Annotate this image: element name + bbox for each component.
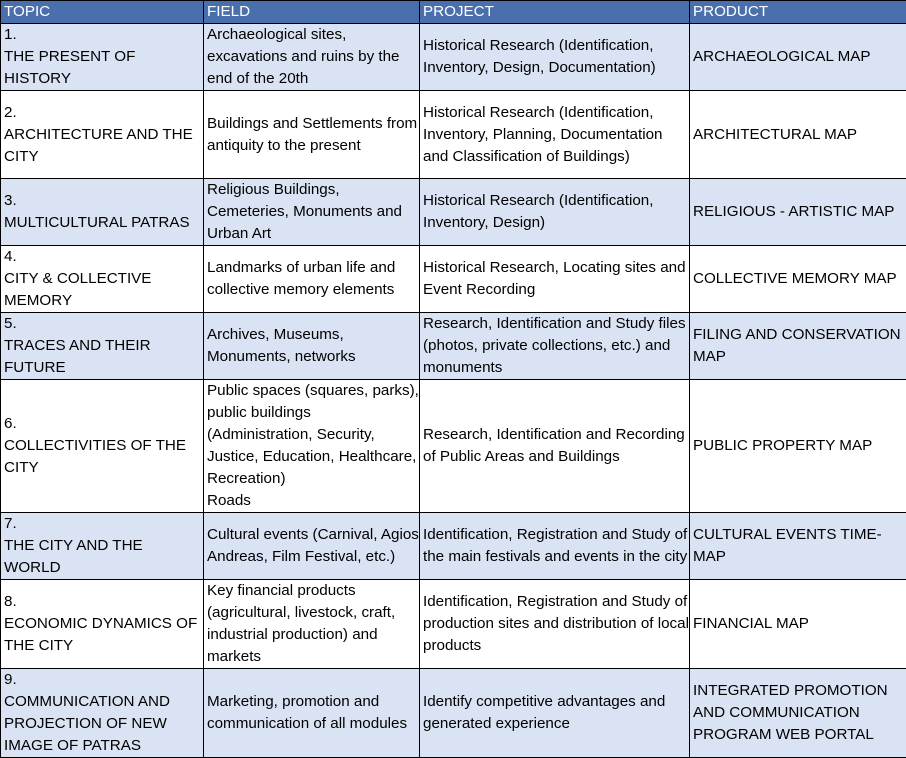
table-row	[1, 513, 906, 580]
product-cell: CULTURAL EVENTS TIME-MAP	[690, 513, 906, 580]
field-cell: Cultural events (Carnival, Agios Andreas, Film Festival, etc.)	[204, 513, 420, 580]
field-cell: Archaeological sites, excavations and ruins by the end of the 20th	[204, 24, 420, 91]
product-cell: COLLECTIVE MEMORY MAP	[690, 246, 906, 313]
project-cell: Research, Identification and Study files (photos, private collections, etc.) and monuments	[420, 313, 690, 380]
project-cell: Historical Research, Locating sites and Event Recording	[420, 246, 690, 313]
field-cell: Marketing, promotion and communication of all modules	[204, 669, 420, 758]
product-cell: PUBLIC PROPERTY MAP	[690, 380, 906, 513]
table-row	[1, 24, 906, 91]
topic-cell: 8. ECONOMIC DYNAMICS OF THE CITY	[1, 580, 204, 669]
project-cell: Identify competitive advantages and generated experience	[420, 669, 690, 758]
topic-cell: 6. COLLECTIVITIES OF THE CITY	[1, 380, 204, 513]
field-cell: Key financial products (agricultural, livestock, craft, industrial production) and markets	[204, 580, 420, 669]
topic-cell: 9. COMMUNICATION AND PROJECTION OF NEW IMAGE OF PATRAS	[1, 669, 204, 758]
header-row	[1, 1, 906, 24]
product-cell: FINANCIAL MAP	[690, 580, 906, 669]
table-row	[1, 91, 906, 179]
field-cell: Landmarks of urban life and collective memory elements	[204, 246, 420, 313]
project-cell: Identification, Registration and Study of the main festivals and events in the city	[420, 513, 690, 580]
product-cell: ARCHITECTURAL MAP	[690, 91, 906, 179]
table-header	[1, 1, 906, 24]
field-cell: Religious Buildings, Cemeteries, Monuments and Urban Art	[204, 179, 420, 246]
table-row	[1, 179, 906, 246]
header-topic: TOPIC	[1, 1, 204, 24]
topic-cell: 1. THE PRESENT OF HISTORY	[1, 24, 204, 91]
field-cell: Public spaces (squares, parks), public buildings (Administration, Security, Justice, Education, Healthcare, Recreation) Roads	[204, 380, 420, 513]
product-cell: RELIGIOUS - ARTISTIC MAP	[690, 179, 906, 246]
project-cell: Identification, Registration and Study of production sites and distribution of local products	[420, 580, 690, 669]
header-field: FIELD	[204, 1, 420, 24]
project-cell: Historical Research (Identification, Inventory, Design)	[420, 179, 690, 246]
header-product: PRODUCT	[690, 1, 906, 24]
project-cell: Research, Identification and Recording of Public Areas and Buildings	[420, 380, 690, 513]
topic-cell: 5. TRACES AND THEIR FUTURE	[1, 313, 204, 380]
topic-cell: 3. MULTICULTURAL PATRAS	[1, 179, 204, 246]
table-row	[1, 246, 906, 313]
project-cell: Historical Research (Identification, Inventory, Design, Documentation)	[420, 24, 690, 91]
field-cell: Archives, Museums, Monuments, networks	[204, 313, 420, 380]
table-row	[1, 380, 906, 513]
product-cell: INTEGRATED PROMOTION AND COMMUNICATION PROGRAM WEB PORTAL	[690, 669, 906, 758]
topic-cell: 2. ARCHITECTURE AND THE CITY	[1, 91, 204, 179]
product-cell: ARCHAEOLOGICAL MAP	[690, 24, 906, 91]
table-body	[1, 24, 906, 758]
topic-cell: 7. THE CITY AND THE WORLD	[1, 513, 204, 580]
field-cell: Buildings and Settlements from antiquity to the present	[204, 91, 420, 179]
table-row	[1, 313, 906, 380]
table-row	[1, 669, 906, 758]
project-cell: Historical Research (Identification, Inventory, Planning, Documentation and Classification of Buildings)	[420, 91, 690, 179]
table-row	[1, 580, 906, 669]
header-project: PROJECT	[420, 1, 690, 24]
product-cell: FILING AND CONSERVATION MAP	[690, 313, 906, 380]
topic-cell: 4. CITY & COLLECTIVE MEMORY	[1, 246, 204, 313]
